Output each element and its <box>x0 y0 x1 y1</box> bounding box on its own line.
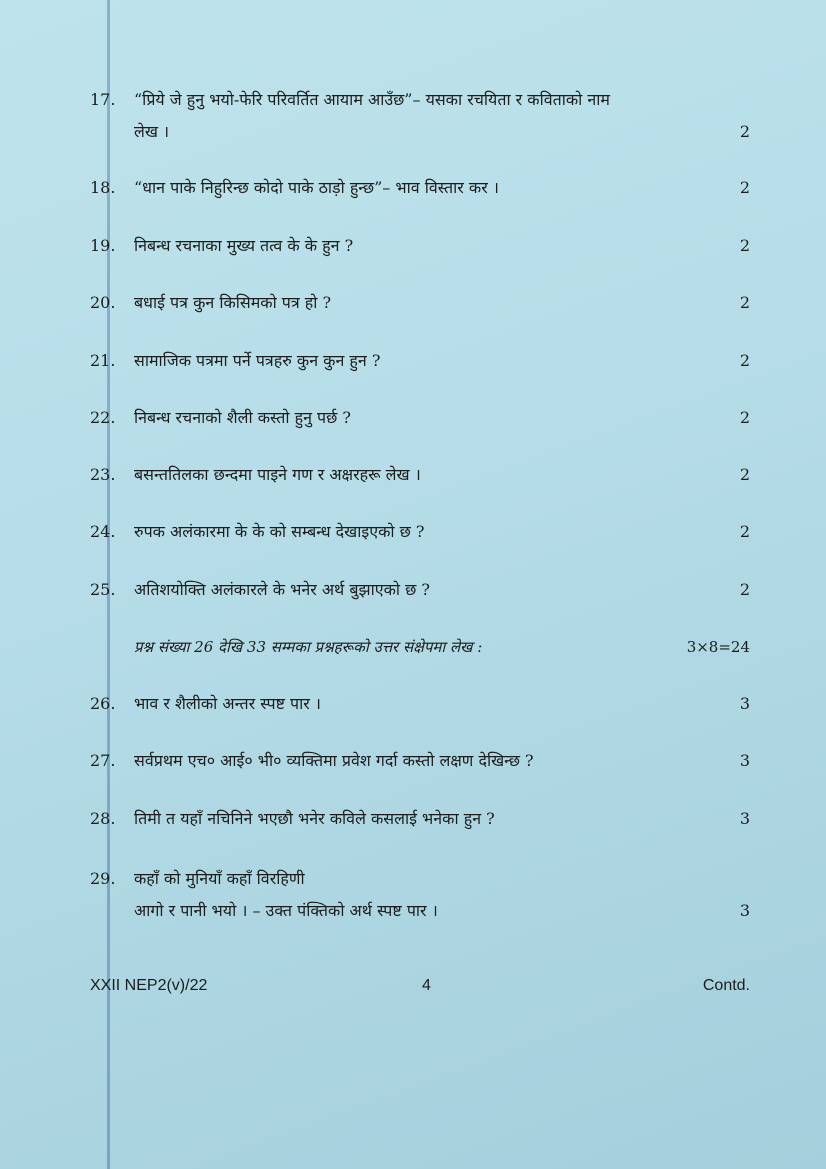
question-number: 28. <box>90 809 116 828</box>
question-text: भाव र शैलीको अन्तर स्पष्ट पार । <box>134 694 321 713</box>
question-marks: 2 <box>739 178 750 197</box>
question-number: 17. <box>90 90 116 109</box>
question-text: अतिशयोक्ति अलंकारले के भनेर अर्थ बुझाएको छ ? <box>134 580 430 599</box>
question-text: तिमी त यहाँ नचिनिने भएछौ भनेर कविले कसलाई भनेका हुन ? <box>134 809 495 828</box>
question-marks: 2 <box>739 522 750 541</box>
question-number: 20. <box>90 293 116 312</box>
question-text: “प्रिये जे हुनु भयो-फेरि परिवर्तित आयाम आउँछ”– यसका रचयिता र कविताको नाम <box>134 90 610 109</box>
question-text: बसन्ततिलका छन्दमा पाइने गण र अक्षरहरू लेख । <box>134 465 421 484</box>
continued-label: Contd. <box>702 977 750 994</box>
question-text-line2: आगो र पानी भयो । – उक्त पंक्तिको अर्थ स्पष्ट पार । <box>134 901 438 920</box>
question-number: 22. <box>90 408 116 427</box>
question-marks: 2 <box>739 293 750 312</box>
question-number: 25. <box>90 580 116 599</box>
question-text: कहाँ को मुनियाँ कहाँ विरहिणी <box>134 869 305 888</box>
section-instruction <box>134 634 750 660</box>
question-text: निबन्ध रचनाको शैली कस्तो हुनु पर्छ ? <box>134 408 352 427</box>
question-number: 18. <box>90 178 116 197</box>
question-marks: 2 <box>739 465 750 484</box>
paper-code: XXII NEP2(v)/22 <box>90 977 208 994</box>
question-marks: 2 <box>739 122 750 141</box>
page-number: 4 <box>422 977 431 994</box>
section-marks: 3×8=24 <box>686 638 750 656</box>
question-marks: 3 <box>739 751 750 770</box>
section-instruction-text: प्रश्न संख्या 26 देखि 33 सम्मका प्रश्नहरूको उत्तर संक्षेपमा लेख : <box>134 638 483 656</box>
question-text-line2: लेख । <box>134 122 170 141</box>
question-marks: 3 <box>739 809 750 828</box>
question-number: 24. <box>90 522 116 541</box>
question-marks: 3 <box>739 694 750 713</box>
question-text: “धान पाके निहुरिन्छ कोदो पाके ठाड़ो हुन्छ”– भाव विस्तार कर । <box>134 178 499 197</box>
question-number: 19. <box>90 236 116 255</box>
question-marks: 2 <box>739 236 750 255</box>
question-number: 26. <box>90 694 116 713</box>
question-text: निबन्ध रचनाका मुख्य तत्व के के हुन ? <box>134 236 354 255</box>
question-marks: 2 <box>739 580 750 599</box>
question-marks: 2 <box>739 351 750 370</box>
question-number: 23. <box>90 465 116 484</box>
question-text: बधाई पत्र कुन किसिमको पत्र हो ? <box>134 293 332 312</box>
question-number: 27. <box>90 751 116 770</box>
question-marks: 3 <box>739 901 750 920</box>
question-marks: 2 <box>739 408 750 427</box>
question-text: सामाजिक पत्रमा पर्ने पत्रहरु कुन कुन हुन ? <box>134 351 381 370</box>
question-text: रुपक अलंकारमा के के को सम्बन्ध देखाइएको छ ? <box>134 522 425 541</box>
question-number: 29. <box>90 869 116 888</box>
question-number: 21. <box>90 351 116 370</box>
question-text: सर्वप्रथम एच० आई० भी० व्यक्तिमा प्रवेश गर्दा कस्तो लक्षण देखिन्छ ? <box>134 751 534 770</box>
